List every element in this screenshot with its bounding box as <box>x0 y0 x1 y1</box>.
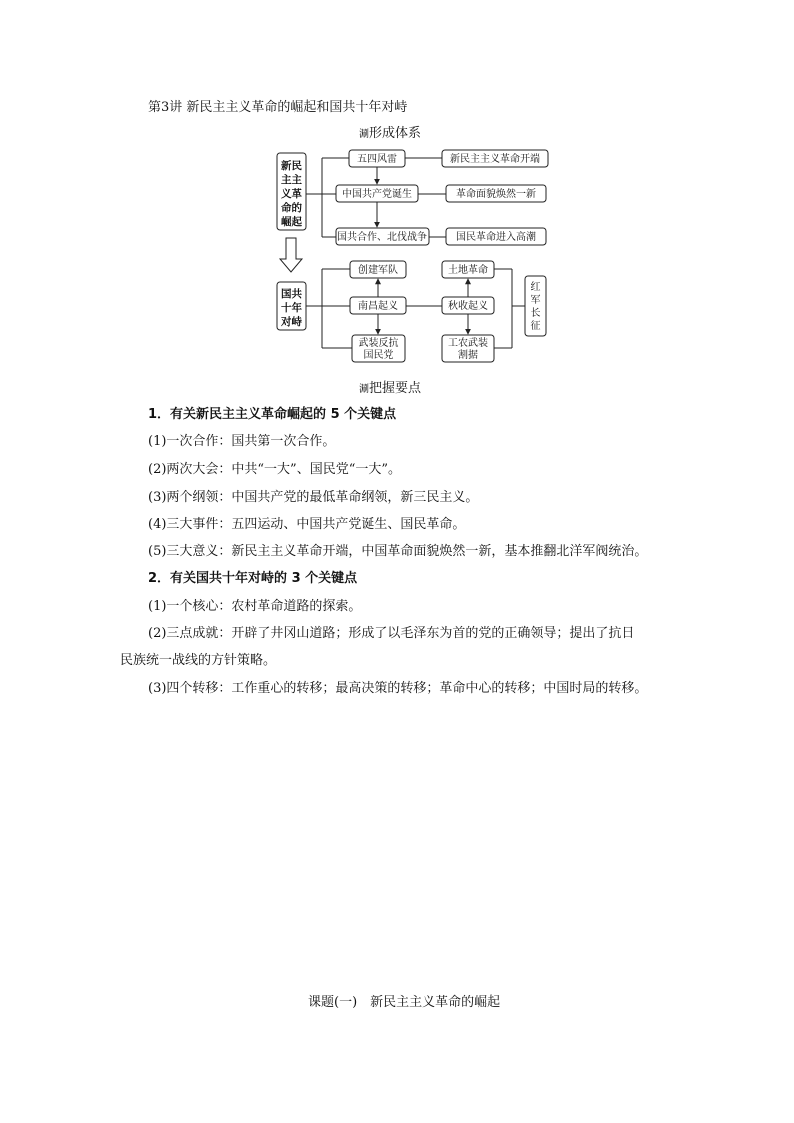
point-item: (5)三大意义：新民主主义革命开端，中国革命面貌焕然一新，基本推翻北洋军阀统治。 <box>148 544 648 559</box>
box-line: 命的 <box>281 202 302 214</box>
box-line: 国民党 <box>363 350 394 361</box>
box-line: 主主 <box>281 174 302 186</box>
point-item: (3)四个转移：工作重心的转移；最高决策的转移；革命中心的转移；中国时局的转移。 <box>148 681 648 696</box>
box-label: 新民主主义革命开端 <box>450 154 540 165</box>
box-line: 新民 <box>281 160 302 172</box>
knowledge-diagram <box>0 0 794 400</box>
section-label: 把握要点 <box>369 381 422 396</box>
box-label: 革命面貌焕然一新 <box>456 189 536 200</box>
box-line: 工农武装 <box>448 338 488 349</box>
point-item: (1)一次合作：国共第一次合作。 <box>148 434 336 449</box>
box-label: 五四风雷 <box>357 154 397 165</box>
box-label: 秋收起义 <box>448 301 488 312</box>
box-line: 对峙 <box>281 316 302 328</box>
box-line: 国共 <box>281 288 302 300</box>
point-item-continued: 民族统一战线的方针策略。 <box>120 653 277 668</box>
box-label: 南昌起义 <box>358 301 398 312</box>
lecture-title: 第3讲 新民主主义革命的崛起和国共十年对峙 <box>148 100 408 115</box>
box-line: 义革 <box>281 188 302 200</box>
box-label: 国共合作、北伐战争 <box>337 232 427 243</box>
section-mark-icon: 涮 <box>359 384 369 395</box>
point-item: (4)三大事件：五四运动、中国共产党诞生、国民革命。 <box>148 517 466 532</box>
box-label: 创建军队 <box>358 265 398 276</box>
point-item: (1)一个核心：农村革命道路的探索。 <box>148 599 362 614</box>
topic-title: 课题(一) 新民主主义革命的崛起 <box>308 995 501 1010</box>
box-line: 崛起 <box>281 216 302 228</box>
box-line: 武装反抗 <box>358 338 399 349</box>
box-line: 十年 <box>281 302 302 314</box>
box-line: 征 <box>530 321 541 332</box>
box-line: 军 <box>530 295 541 306</box>
section-heading-points <box>359 377 421 396</box>
down-arrow-icon <box>280 238 302 272</box>
section-label: 形成体系 <box>369 126 422 141</box>
box-line: 长 <box>530 308 541 319</box>
point-item: (2)三点成就：开辟了井冈山道路；形成了以毛泽东为首的党的正确领导；提出了抗日 <box>148 626 635 641</box>
box-label: 中国共产党诞生 <box>342 189 412 200</box>
point-item: (2)两次大会：中共“一大”、国民党“一大”。 <box>148 462 401 477</box>
points-heading-2: 2．有关国共十年对峙的 3 个关键点 <box>148 571 358 586</box>
box-label: 土地革命 <box>448 265 488 276</box>
point-item: (3)两个纲领：中国共产党的最低革命纲领，新三民主义。 <box>148 490 479 505</box>
section-mark-icon: 涮 <box>359 129 369 140</box>
box-line: 割据 <box>458 350 478 361</box>
box-line: 红 <box>530 282 541 293</box>
box-label: 国民革命进入高潮 <box>456 232 536 243</box>
points-heading-1: 1．有关新民主主义革命崛起的 5 个关键点 <box>148 407 397 422</box>
